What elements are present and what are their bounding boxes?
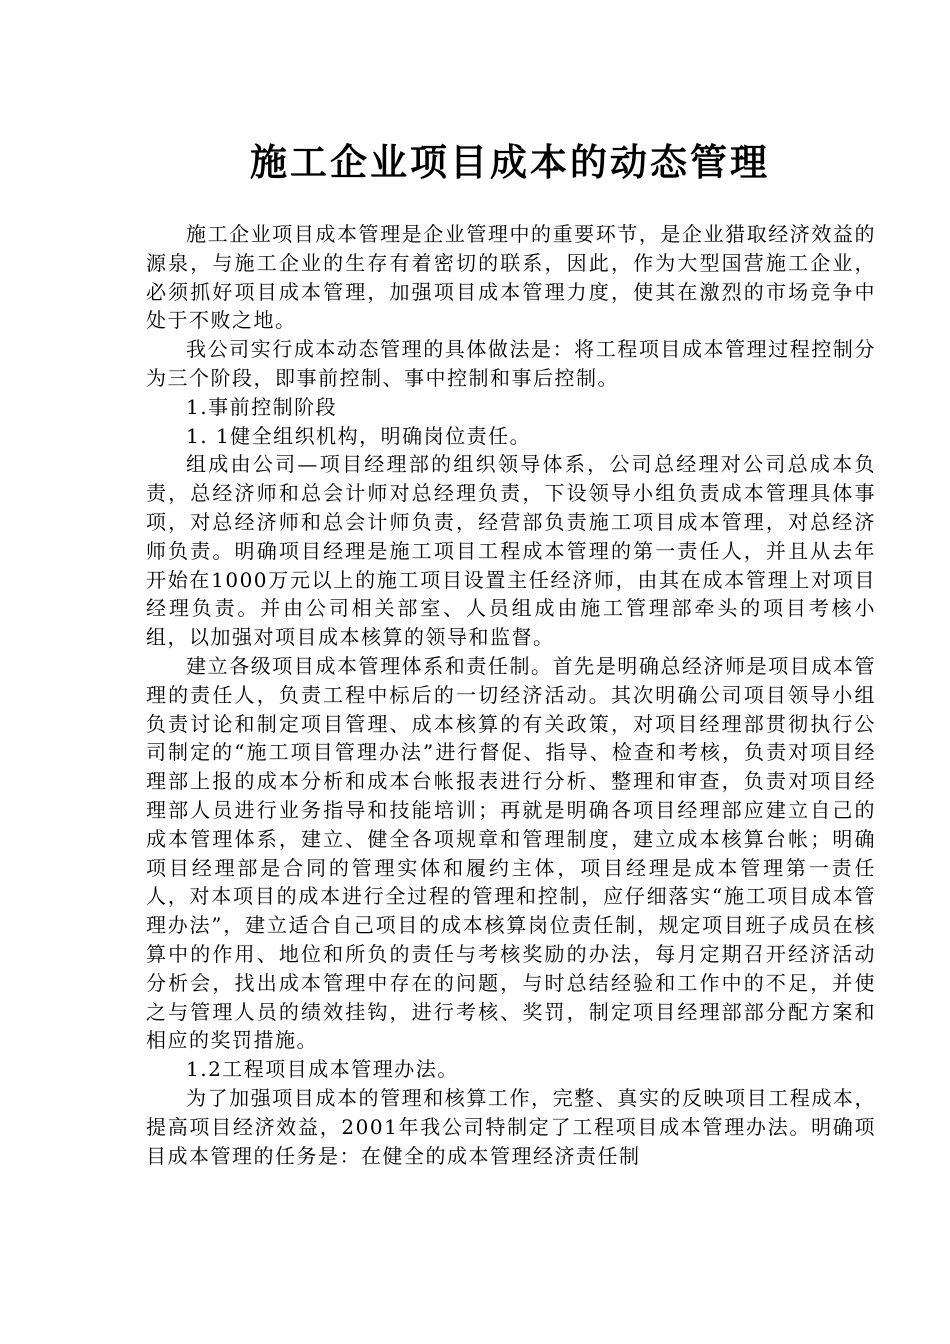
paragraph-intro: 施工企业项目成本管理是企业管理中的重要环节，是企业猎取经济效益的源泉，与施工企业的生存有着密切的联系，因此，作为大型国营施工企业，必须抓好项目成本管理，加强项目成本管理力度，使其在激烈的市场竞争中处于不败之地。 bbox=[146, 222, 876, 333]
paragraph-organization: 组成由公司—项目经理部的组织领导体系，公司总经理对公司总成本负责，总经济师和总会计师对总经理负责，下设领导小组负责成本管理具体事项，对总经济师和总会计师负责，经营部负责施工项目成本管理，对总经济师负责。明确项目经理是施工项目工程成本管理的第一责任人，并且从去年开始在1000万元以上的施工项目设置主任经济师，由其在成本管理上对项目经理负责。并由公司相关部室、人员组成由施工管理部牵头的项目考核小组，以加强对项目成本核算的领导和监督。 bbox=[146, 452, 876, 650]
subsection-heading-management-method: 1.2工程项目成本管理办法。 bbox=[186, 1057, 459, 1082]
paragraph-responsibility-system: 建立各级项目成本管理体系和责任制。首先是明确总经济师是项目成本管理的责任人，负责工程中标后的一切经济活动。其次明确公司项目领导小组负责讨论和制定项目管理、成本核算的有关政策，对项目经理部贯彻执行公司制定的“施工项目管理办法”进行督促、指导、检查和考核，负责对项目经理部上报的成本分析和成本台帐报表进行分析、整理和审查，负责对项目经理部人员进行业务指导和技能培训；再就是明确各项目经理部应建立自己的成本管理体系，建立、健全各项规章和管理制度，建立成本核算台帐；明确项目经理部是合同的管理实体和履约主体，项目经理是成本管理第一责任人，对本项目的成本进行全过程的管理和控制，应仔细落实“施工项目成本管理办法”，建立适合自己项目的成本核算岗位责任制，规定项目班子成员在核算中的作用、地位和所负的责任与考核奖励的办法，每月定期召开经济活动分析会，找出成本管理中存在的问题，与时总结经验和工作中的不足，并使之与管理人员的绩效挂钩，进行考核、奖罚，制定项目经理部部分配方案和相应的奖罚措施。 bbox=[146, 653, 876, 1053]
document-title: 施工企业项目成本的动态管理 bbox=[250, 140, 770, 184]
subsection-heading-organization: 1. 1健全组织机构，明确岗位责任。 bbox=[186, 423, 532, 448]
paragraph-management-method: 为了加强项目成本的管理和核算工作，完整、真实的反映项目工程成本，提高项目经济效益，2001年我公司特制定了工程项目成本管理办法。明确项目成本管理的任务是：在健全的成本管理经济责任制 bbox=[146, 1085, 876, 1168]
paragraph-method: 我公司实行成本动态管理的具体做法是：将工程项目成本管理过程控制分为三个阶段，即事前控制、事中控制和事后控制。 bbox=[146, 337, 876, 390]
section-heading-pre-control: 1.事前控制阶段 bbox=[186, 394, 338, 419]
document-body bbox=[146, 220, 876, 1170]
